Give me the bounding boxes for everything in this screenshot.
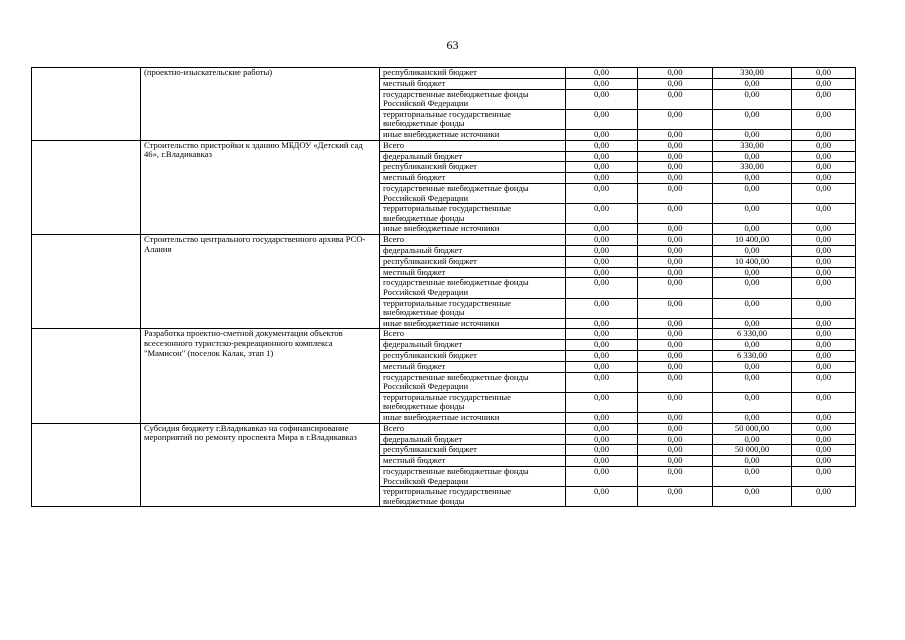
value-cell: 0,00 xyxy=(713,245,792,256)
value-cell: 0,00 xyxy=(792,329,856,340)
value-cell: 0,00 xyxy=(792,129,856,140)
value-cell: 0,00 xyxy=(713,151,792,162)
funding-source-cell: Всего xyxy=(380,423,566,434)
value-cell: 0,00 xyxy=(638,351,713,362)
value-cell: 0,00 xyxy=(638,361,713,372)
value-cell: 0,00 xyxy=(638,487,713,507)
group-name-cell: (проектно-изыскательские работы) xyxy=(141,68,380,141)
value-cell: 0,00 xyxy=(638,204,713,224)
value-cell: 0,00 xyxy=(638,89,713,109)
value-cell: 0,00 xyxy=(566,392,638,412)
value-cell: 0,00 xyxy=(792,298,856,318)
value-cell: 0,00 xyxy=(792,109,856,129)
value-cell: 0,00 xyxy=(566,267,638,278)
value-cell: 0,00 xyxy=(792,224,856,235)
value-cell: 0,00 xyxy=(638,109,713,129)
value-cell: 0,00 xyxy=(638,235,713,246)
value-cell: 0,00 xyxy=(792,162,856,173)
funding-source-cell: республиканский бюджет xyxy=(380,256,566,267)
funding-source-cell: государственные внебюджетные фонды Российской Федерации xyxy=(380,89,566,109)
value-cell: 0,00 xyxy=(566,329,638,340)
funding-source-cell: федеральный бюджет xyxy=(380,151,566,162)
funding-source-cell: государственные внебюджетные фонды Российской Федерации xyxy=(380,467,566,487)
funding-source-cell: местный бюджет xyxy=(380,361,566,372)
value-cell: 0,00 xyxy=(566,173,638,184)
value-cell: 0,00 xyxy=(713,109,792,129)
group-name-cell: Субсидия бюджету г.Владикавказ на софинансирование мероприятий по ремонту проспекта Мира в г.Владикавказ xyxy=(141,423,380,507)
value-cell: 0,00 xyxy=(792,204,856,224)
value-cell: 0,00 xyxy=(638,423,713,434)
group-name-cell: Строительство центрального государственного архива РСО-Алания xyxy=(141,235,380,329)
value-cell: 0,00 xyxy=(713,392,792,412)
funding-source-cell: территориальные государственные внебюджетные фонды xyxy=(380,487,566,507)
value-cell: 0,00 xyxy=(792,340,856,351)
value-cell: 0,00 xyxy=(792,467,856,487)
value-cell: 0,00 xyxy=(638,224,713,235)
group-number-cell xyxy=(32,68,141,141)
value-cell: 0,00 xyxy=(792,245,856,256)
value-cell: 0,00 xyxy=(638,78,713,89)
group-number-cell xyxy=(32,235,141,329)
value-cell: 0,00 xyxy=(792,372,856,392)
table-row xyxy=(32,140,856,151)
value-cell: 0,00 xyxy=(566,68,638,79)
funding-source-cell: территориальные государственные внебюджетные фонды xyxy=(380,392,566,412)
value-cell: 0,00 xyxy=(566,129,638,140)
funding-source-cell: федеральный бюджет xyxy=(380,245,566,256)
value-cell: 0,00 xyxy=(792,487,856,507)
value-cell: 0,00 xyxy=(792,361,856,372)
funding-source-cell: республиканский бюджет xyxy=(380,162,566,173)
value-cell: 0,00 xyxy=(792,434,856,445)
value-cell: 0,00 xyxy=(792,267,856,278)
group-number-cell xyxy=(32,329,141,423)
value-cell: 0,00 xyxy=(792,445,856,456)
value-cell: 0,00 xyxy=(566,413,638,424)
budget-table xyxy=(31,67,856,507)
value-cell: 0,00 xyxy=(566,78,638,89)
funding-source-cell: иные внебюджетные источники xyxy=(380,129,566,140)
value-cell: 0,00 xyxy=(713,278,792,298)
value-cell: 0,00 xyxy=(792,235,856,246)
value-cell: 0,00 xyxy=(713,89,792,109)
funding-source-cell: Всего xyxy=(380,235,566,246)
funding-source-cell: территориальные государственные внебюджетные фонды xyxy=(380,109,566,129)
value-cell: 0,00 xyxy=(713,267,792,278)
value-cell: 0,00 xyxy=(638,372,713,392)
value-cell: 0,00 xyxy=(638,140,713,151)
value-cell: 0,00 xyxy=(566,423,638,434)
value-cell: 0,00 xyxy=(566,434,638,445)
value-cell: 0,00 xyxy=(792,78,856,89)
value-cell: 330,00 xyxy=(713,68,792,79)
value-cell: 0,00 xyxy=(566,487,638,507)
value-cell: 0,00 xyxy=(566,89,638,109)
value-cell: 0,00 xyxy=(792,278,856,298)
value-cell: 0,00 xyxy=(713,487,792,507)
value-cell: 0,00 xyxy=(792,151,856,162)
table-row xyxy=(32,68,856,79)
value-cell: 0,00 xyxy=(713,361,792,372)
value-cell: 0,00 xyxy=(566,224,638,235)
funding-source-cell: местный бюджет xyxy=(380,267,566,278)
value-cell: 0,00 xyxy=(566,109,638,129)
value-cell: 0,00 xyxy=(566,351,638,362)
funding-source-cell: иные внебюджетные источники xyxy=(380,318,566,329)
value-cell: 0,00 xyxy=(792,256,856,267)
funding-source-cell: местный бюджет xyxy=(380,456,566,467)
value-cell: 0,00 xyxy=(638,340,713,351)
funding-source-cell: республиканский бюджет xyxy=(380,445,566,456)
value-cell: 0,00 xyxy=(713,318,792,329)
value-cell: 0,00 xyxy=(638,68,713,79)
value-cell: 0,00 xyxy=(638,267,713,278)
value-cell: 0,00 xyxy=(792,318,856,329)
table-row xyxy=(32,235,856,246)
value-cell: 0,00 xyxy=(638,456,713,467)
value-cell: 0,00 xyxy=(638,151,713,162)
value-cell: 0,00 xyxy=(638,392,713,412)
group-number-cell xyxy=(32,140,141,234)
value-cell: 0,00 xyxy=(713,413,792,424)
value-cell: 0,00 xyxy=(792,68,856,79)
value-cell: 0,00 xyxy=(566,235,638,246)
value-cell: 0,00 xyxy=(566,204,638,224)
value-cell: 0,00 xyxy=(638,278,713,298)
value-cell: 6 330,00 xyxy=(713,351,792,362)
value-cell: 0,00 xyxy=(638,434,713,445)
value-cell: 0,00 xyxy=(638,413,713,424)
value-cell: 330,00 xyxy=(713,162,792,173)
funding-source-cell: местный бюджет xyxy=(380,78,566,89)
value-cell: 0,00 xyxy=(713,456,792,467)
value-cell: 0,00 xyxy=(566,140,638,151)
funding-source-cell: иные внебюджетные источники xyxy=(380,413,566,424)
funding-source-cell: республиканский бюджет xyxy=(380,68,566,79)
value-cell: 0,00 xyxy=(566,318,638,329)
value-cell: 0,00 xyxy=(792,413,856,424)
value-cell: 6 330,00 xyxy=(713,329,792,340)
funding-source-cell: Всего xyxy=(380,329,566,340)
value-cell: 0,00 xyxy=(792,140,856,151)
table-row xyxy=(32,329,856,340)
value-cell: 0,00 xyxy=(713,129,792,140)
value-cell: 0,00 xyxy=(638,329,713,340)
value-cell: 0,00 xyxy=(792,351,856,362)
value-cell: 0,00 xyxy=(638,298,713,318)
value-cell: 0,00 xyxy=(792,173,856,184)
value-cell: 0,00 xyxy=(792,183,856,203)
funding-source-cell: местный бюджет xyxy=(380,173,566,184)
value-cell: 0,00 xyxy=(638,173,713,184)
group-name-cell: Разработка проектно-сметной документации объектов всесезонного туристско-рекреационного комплекса "Мамисон" (поселок Калак, этап 1) xyxy=(141,329,380,423)
value-cell: 0,00 xyxy=(566,298,638,318)
value-cell: 0,00 xyxy=(713,78,792,89)
value-cell: 0,00 xyxy=(566,183,638,203)
value-cell: 330,00 xyxy=(713,140,792,151)
value-cell: 0,00 xyxy=(792,89,856,109)
value-cell: 0,00 xyxy=(792,423,856,434)
table-row xyxy=(32,423,856,434)
value-cell: 0,00 xyxy=(713,298,792,318)
value-cell: 50 000,00 xyxy=(713,423,792,434)
value-cell: 0,00 xyxy=(566,162,638,173)
value-cell: 0,00 xyxy=(638,318,713,329)
value-cell: 0,00 xyxy=(566,256,638,267)
value-cell: 0,00 xyxy=(638,467,713,487)
value-cell: 0,00 xyxy=(566,372,638,392)
value-cell: 0,00 xyxy=(713,173,792,184)
value-cell: 0,00 xyxy=(566,151,638,162)
value-cell: 0,00 xyxy=(713,183,792,203)
value-cell: 0,00 xyxy=(566,361,638,372)
value-cell: 10 400,00 xyxy=(713,235,792,246)
value-cell: 0,00 xyxy=(713,372,792,392)
value-cell: 0,00 xyxy=(638,129,713,140)
funding-source-cell: федеральный бюджет xyxy=(380,340,566,351)
value-cell: 0,00 xyxy=(713,340,792,351)
value-cell: 0,00 xyxy=(566,245,638,256)
funding-source-cell: государственные внебюджетные фонды Российской Федерации xyxy=(380,183,566,203)
funding-source-cell: государственные внебюджетные фонды Российской Федерации xyxy=(380,278,566,298)
value-cell: 0,00 xyxy=(792,392,856,412)
value-cell: 0,00 xyxy=(638,162,713,173)
value-cell: 0,00 xyxy=(713,204,792,224)
funding-source-cell: Всего xyxy=(380,140,566,151)
value-cell: 0,00 xyxy=(638,256,713,267)
value-cell: 0,00 xyxy=(638,445,713,456)
value-cell: 0,00 xyxy=(638,183,713,203)
value-cell: 0,00 xyxy=(713,434,792,445)
value-cell: 0,00 xyxy=(566,340,638,351)
funding-source-cell: территориальные государственные внебюджетные фонды xyxy=(380,298,566,318)
funding-source-cell: республиканский бюджет xyxy=(380,351,566,362)
value-cell: 10 400,00 xyxy=(713,256,792,267)
value-cell: 0,00 xyxy=(566,467,638,487)
value-cell: 0,00 xyxy=(792,456,856,467)
funding-source-cell: федеральный бюджет xyxy=(380,434,566,445)
page-number: 63 xyxy=(446,38,459,52)
value-cell: 50 000,00 xyxy=(713,445,792,456)
funding-source-cell: государственные внебюджетные фонды Российской Федерации xyxy=(380,372,566,392)
group-number-cell xyxy=(32,423,141,507)
value-cell: 0,00 xyxy=(713,467,792,487)
value-cell: 0,00 xyxy=(566,456,638,467)
value-cell: 0,00 xyxy=(713,224,792,235)
funding-source-cell: иные внебюджетные источники xyxy=(380,224,566,235)
value-cell: 0,00 xyxy=(566,445,638,456)
group-name-cell: Строительство пристройки к зданию МБДОУ «Детский сад 46», г.Владикавказ xyxy=(141,140,380,234)
value-cell: 0,00 xyxy=(638,245,713,256)
funding-source-cell: территориальные государственные внебюджетные фонды xyxy=(380,204,566,224)
value-cell: 0,00 xyxy=(566,278,638,298)
